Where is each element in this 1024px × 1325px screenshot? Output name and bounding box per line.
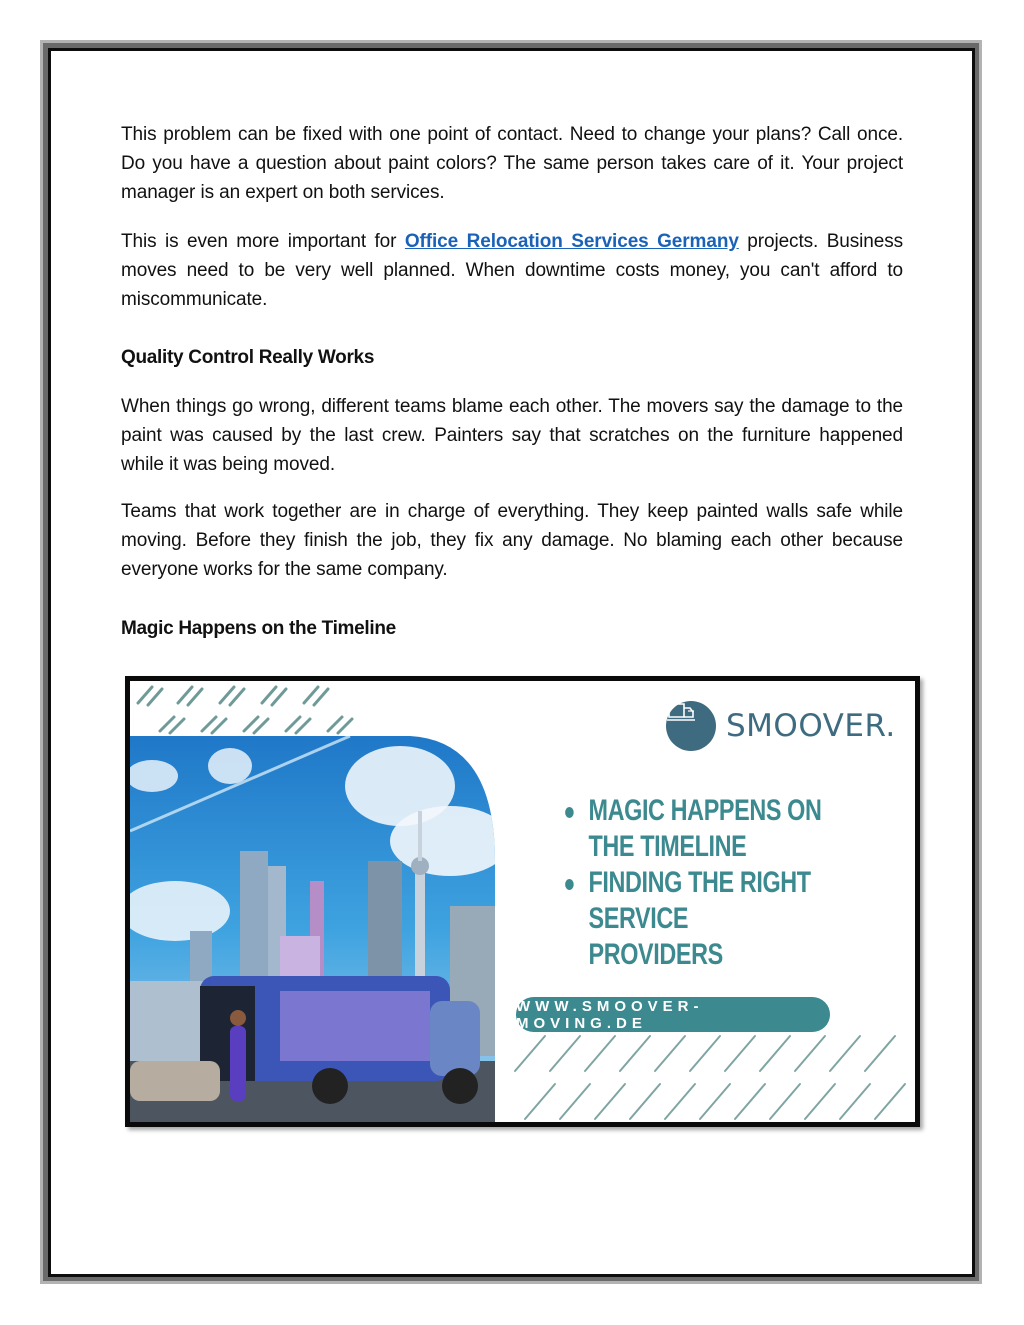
smoover-logo — [666, 701, 896, 751]
paragraph-office-relocation — [121, 227, 903, 314]
heading-magic-timeline: Magic Happens on the Timeline — [121, 618, 396, 639]
bullet-item: MAGIC HAPPENS ON THE TIMELINE — [562, 793, 827, 865]
bullet-item: FINDING THE RIGHT SERVICE PROVIDERS — [562, 865, 827, 973]
paragraph-single-contact: This problem can be fixed with one point of contact. Need to change your plans? Call once. Do you have a question about paint colors? The same person takes care of it. Your project manager is an expert on both services. — [121, 124, 903, 203]
website-url-badge: WWW.SMOOVER-MOVING.DE — [516, 997, 830, 1032]
moving-truck-icon — [666, 701, 716, 751]
banner-bullet-list — [562, 793, 827, 973]
paragraph-teams: Teams that work together are in charge of everything. They keep painted walls safe while moving. Before they finish the job, they fix any damage. No blaming each other because everyone works for the same company. — [121, 501, 903, 580]
paragraph-text: projects. Business moves need to be very well planned. When downtime costs money, you can't afford to miscommunicate. — [121, 231, 903, 310]
promo-banner-image — [125, 676, 920, 1127]
logo-text: SMOOVER. — [726, 708, 896, 744]
paragraph-text: This is even more important for — [121, 231, 405, 252]
hatch-pattern-top — [138, 687, 352, 733]
hatch-pattern-bottom — [515, 1036, 905, 1119]
paragraph-blame: When things go wrong, different teams blame each other. The movers say the damage to the paint was caused by the last crew. Painters say that scratches on the furniture happened while it was being moved. — [121, 396, 903, 475]
office-relocation-link[interactable]: Office Relocation Services Germany — [404, 231, 739, 252]
city-truck-photo — [130, 736, 510, 1122]
heading-quality-control: Quality Control Really Works — [121, 347, 375, 368]
